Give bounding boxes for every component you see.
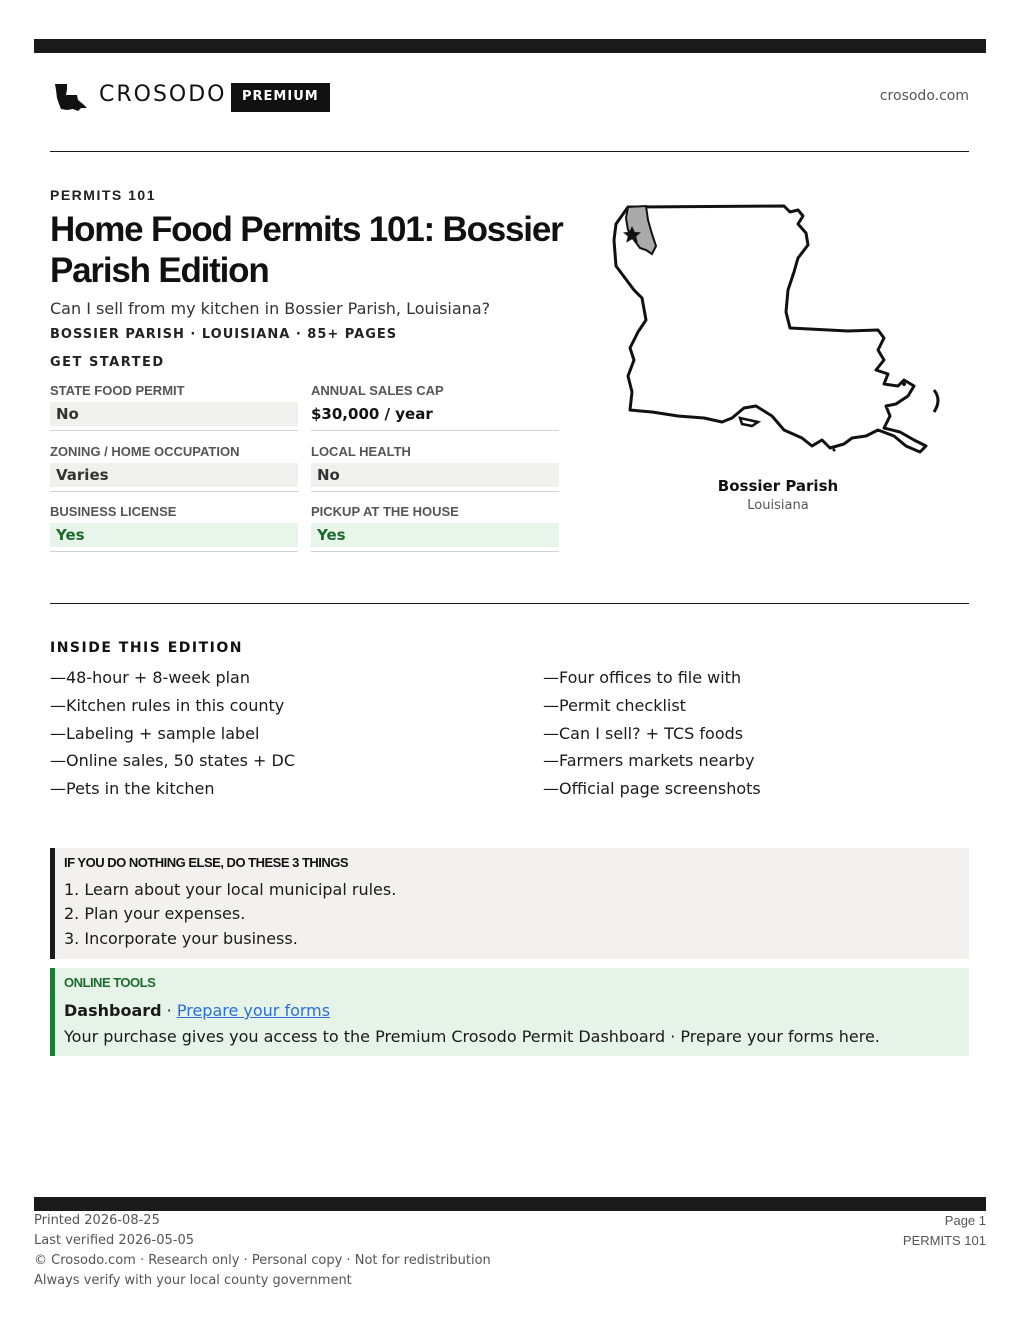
- map-caption-subtitle: Louisiana: [747, 498, 809, 513]
- toc-item: —Labeling + sample label: [50, 724, 260, 743]
- field-underline: [50, 551, 298, 552]
- copyright-notice: © Crosodo.com · Research only · Personal copy · Not for redistribution: [34, 1253, 491, 1268]
- footer-section: PERMITS 101: [902, 1233, 986, 1248]
- premium-badge: PREMIUM: [231, 83, 330, 112]
- field-label: ZONING / HOME OCCUPATION: [50, 444, 240, 459]
- callout-item: 3. Incorporate your business.: [64, 929, 298, 948]
- field-underline: [311, 430, 559, 431]
- field-label: ANNUAL SALES CAP: [311, 383, 444, 398]
- field-underline: [50, 430, 298, 431]
- page-subtitle: Can I sell from my kitchen in Bossier Parish, Louisiana?: [50, 299, 491, 318]
- tools-separator: ·: [161, 1001, 177, 1020]
- field-value: No: [311, 463, 559, 487]
- verified-date: Last verified 2026-05-05: [34, 1233, 194, 1248]
- field-label: BUSINESS LICENSE: [50, 504, 177, 519]
- toc-item: —Four offices to file with: [543, 668, 742, 687]
- callout-item: 1. Learn about your local municipal rules.: [64, 880, 397, 899]
- field-underline: [50, 491, 298, 492]
- page-number: Page 1: [944, 1213, 986, 1228]
- dashboard-label: Dashboard: [64, 1001, 162, 1020]
- field-value: Yes: [50, 523, 298, 547]
- section-divider: [50, 603, 969, 604]
- louisiana-state-icon: [53, 82, 89, 112]
- toc-item: —Can I sell? + TCS foods: [543, 724, 744, 743]
- island-shape: [740, 418, 758, 426]
- toc-item: —48-hour + 8-week plan: [50, 668, 250, 687]
- toc-item: —Kitchen rules in this county: [50, 696, 285, 715]
- printed-date: Printed 2026-08-25: [34, 1213, 160, 1228]
- top-rule-bar: [34, 39, 986, 53]
- footer-rule-bar: [34, 1197, 986, 1211]
- coast-arc: [934, 390, 938, 412]
- brand-name: CROSODO: [99, 82, 227, 107]
- field-value: $30,000 / year: [311, 405, 433, 423]
- site-link[interactable]: crosodo.com: [879, 88, 969, 104]
- priority-callout: [50, 848, 969, 959]
- field-value: Varies: [50, 463, 298, 487]
- louisiana-map: [608, 200, 948, 460]
- header-divider: [50, 151, 969, 152]
- toc-item: —Official page screenshots: [543, 779, 761, 798]
- callout-item: 2. Plan your expenses.: [64, 904, 246, 923]
- online-tools-box: [50, 968, 969, 1056]
- field-label: LOCAL HEALTH: [311, 444, 411, 459]
- map-caption-title: Bossier Parish: [717, 477, 839, 495]
- section-kicker: PERMITS 101: [50, 187, 156, 203]
- toc-item: —Pets in the kitchen: [50, 779, 215, 798]
- edition-meta: BOSSIER PARISH · LOUISIANA · 85+ PAGES: [50, 327, 398, 342]
- field-value: Yes: [311, 523, 559, 547]
- toc-item: —Farmers markets nearby: [543, 751, 755, 770]
- prepare-forms-link[interactable]: Prepare your forms: [176, 1001, 331, 1020]
- online-tools-heading: ONLINE TOOLS: [64, 975, 156, 990]
- tools-line: [64, 1001, 330, 1020]
- tools-body: Your purchase gives you access to the Premium Crosodo Permit Dashboard · Prepare your forms here.: [64, 1027, 880, 1046]
- louisiana-outline: [614, 206, 926, 452]
- get-started-heading: GET STARTED: [50, 355, 165, 370]
- field-label: PICKUP AT THE HOUSE: [311, 504, 459, 519]
- field-underline: [311, 491, 559, 492]
- callout-heading: IF YOU DO NOTHING ELSE, DO THESE 3 THINGS: [64, 855, 349, 870]
- verify-note: Always verify with your local county government: [34, 1273, 352, 1288]
- toc-item: —Online sales, 50 states + DC: [50, 751, 296, 770]
- field-underline: [311, 551, 559, 552]
- field-value: No: [50, 402, 298, 426]
- toc-item: —Permit checklist: [543, 696, 686, 715]
- inside-edition-heading: INSIDE THIS EDITION: [50, 640, 243, 656]
- page-title: Home Food Permits 101: Bossier Parish Edition: [50, 210, 563, 290]
- field-label: STATE FOOD PERMIT: [50, 383, 185, 398]
